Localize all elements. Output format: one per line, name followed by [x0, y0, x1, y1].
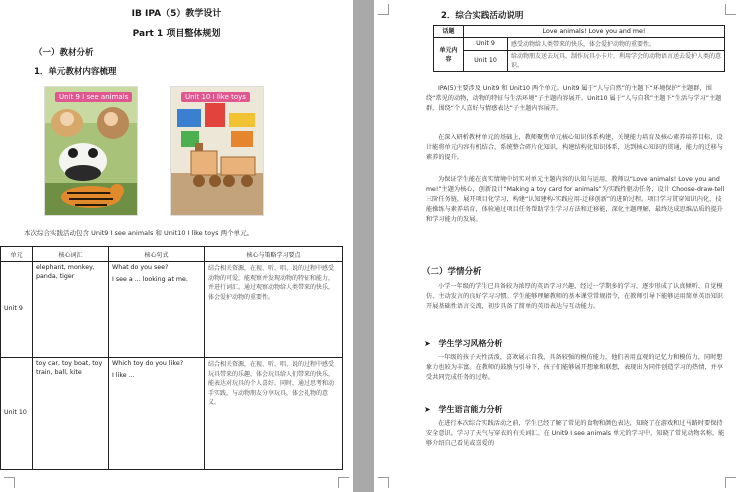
crop-mark — [378, 477, 389, 488]
unit9-textbook-photo — [44, 86, 138, 216]
unit-cell: Unit 10 — [1, 358, 33, 470]
topic-label: 话题 — [434, 26, 464, 38]
topic-value: Love animals! Love you and me! — [464, 26, 725, 38]
crop-mark — [338, 477, 349, 488]
triangle-bullet-icon: ➤ — [424, 405, 431, 414]
paragraph-project-task: 为保证学生能在真实情境中切实对单元主题内容的认知与运用，教师以“Love animals! Love you and me!”主题为核心，创新设计“Making a toy card for animals”为实践性驱动任务，设计 Choose-draw-tell 三阶任务链，展开项目化学习，构建“认知建构-实践应用-迁移创新”的进阶过程。项目学习贯穿知识内化、技能操练与素养培育，体验通过项目任务帮助学生学习方法和迁移能，深化主题理解，最终达成思维品质的提升和学习能力的发展。 — [426, 176, 725, 224]
learning-point-cell: 结合相关资源，在视、听、唱、说的过程中感受动物的可爱，能观察并发现动物的特征和能力，并进行词汇。通过观察动物给人类带来的快乐，体会爱护动物的重要性。 — [205, 262, 343, 358]
table-row — [1, 262, 343, 358]
subheading-text: 学生语言能力分析 — [438, 405, 503, 414]
subheading-language-ability — [424, 404, 503, 415]
table-row — [434, 38, 725, 50]
activity-table — [433, 25, 725, 72]
paragraph-learning-style: 一年级的孩子天性活泼，喜欢展示自我，具备较强的模仿能力，他们善用直观的记忆力和模仿力，同时想象力也较为丰富。在教师的鼓励与引导下，孩子们能够展开想象和联想，表现出为同伴创造学习的热情，并享受共同完成任务的过程。 — [426, 354, 723, 382]
sentence-cell — [109, 262, 205, 358]
crop-mark — [378, 4, 389, 15]
units-label: 单元内容 — [434, 38, 464, 71]
header-learning-points: 核心与策略学习要点 — [205, 247, 343, 262]
paragraph-learner-overview: 小学一年级的学生已具备较为浓厚的英语学习兴趣，经过一学期多的学习，逐步形成了认真倾听、自觉模仿、主动发言的良好学习习惯。学生能够理解教师的基本课堂常规指令，在教师引导下能够运用简单英语知识开展基础性语言交流，初步具备了简单的英语表达与互动能力。 — [426, 283, 723, 311]
unit9-cover-label: Unit 9 I see animals — [55, 92, 132, 102]
paragraph-units-overview: IPA(5)主要涉及 Unit9 和 Unit10 两个单元。Unit9 属于“人与自然”的主题下“环境保护”主题群，围绕“常见的动物，动物的特征与生活环境”子主题内容展开。Unit10 属于“人与自我”主题下“生活与学习”主题群，围绕“个人喜好与情感表达”子主题内容展开。 — [426, 85, 722, 113]
section-heading-learner-analysis: （二）学情分析 — [422, 267, 482, 277]
unit-cell: Unit 9 — [1, 262, 33, 358]
toys-illustration — [171, 87, 263, 215]
table-row — [434, 50, 725, 71]
vocab-cell: toy car, toy boat, toy train, ball, kite — [33, 358, 109, 470]
learning-point-cell: 结合相关资源，在视、听、唱、说的过程中感受玩具带来的乐趣，体会玩具给人们带来的快乐，能表达对玩具的个人喜好。同时，通过思考和动手实践，与动物朋友分享玩具，体会礼物的意义。 — [205, 358, 343, 470]
section-heading-unit-content: 1．单元教材内容梳理 — [34, 67, 117, 77]
sentence-answer: I like ... — [112, 371, 135, 379]
unit-desc: 给动物朋友送去玩具，制作玩具小卡片，利用学会的动物语言送去爱护人类的意识。 — [508, 50, 725, 71]
table-row — [434, 26, 725, 38]
table-header-row — [1, 247, 343, 262]
unit-cell: Unit 9 — [464, 38, 508, 50]
unit10-textbook-photo — [170, 86, 264, 216]
document-page-2 — [374, 0, 740, 492]
crop-mark — [4, 477, 15, 488]
sentence-question: What do you see? — [112, 264, 169, 271]
sentence-cell — [109, 358, 205, 470]
sentence-question: Which toy do you like? — [112, 360, 184, 367]
header-core-vocab: 核心词汇 — [33, 247, 109, 262]
animals-illustration — [45, 87, 137, 215]
unit-content-table — [0, 246, 343, 470]
header-core-sentences: 核心句式 — [109, 247, 205, 262]
crop-mark — [725, 477, 736, 488]
section-heading-activity: 2．综合实践活动说明 — [441, 11, 524, 21]
triangle-bullet-icon: ➤ — [424, 339, 431, 348]
paragraph-language-ability: 在进行本次综合实践活动之前，学生已经了解了常见的食物和颜色表达，知晓了在游戏和过马路时要保持安全意识。学习了天气与穿衣的有关词汇。在 Unit9 I see animals 单元的学习中，知晓了常见动物名称，能够介绍自己看见或喜爱的 — [426, 420, 725, 448]
table-row — [1, 358, 343, 470]
crop-mark — [725, 4, 736, 15]
unit10-cover-label: Unit 10 I like toys — [181, 92, 250, 102]
subheading-text: 学生学习风格分析 — [438, 339, 503, 348]
document-page-1 — [0, 0, 353, 492]
image-caption: 本次综合实践活动包含 Unit9 I see animals 和 Unit10 I like toys 两个单元。 — [24, 229, 254, 237]
header-unit: 单元 — [1, 247, 33, 262]
subheading-learning-style — [424, 338, 503, 349]
paragraph-knowledge-system: 在深入研析教材单元的基础上，教师聚焦单元核心知识体系构建，关键能力培育及核心素养培养目标，设计能将单元内容有机结合，系统整合碎片化知识，构建结构化知识体系，达到核心知识的贯通，能力的迁移与素养的提升。 — [426, 134, 723, 162]
unit-desc: 感受动物给人类带来的快乐，体会爱护动物的重要性。 — [508, 38, 725, 50]
document-subtitle: Part 1 项目整体规划 — [132, 29, 221, 39]
document-title: IB IPA（5）教学设计 — [131, 9, 222, 19]
sentence-answer: I see a ... looking at me. — [112, 275, 188, 283]
section-heading-textbook-analysis: （一）教材分析 — [34, 48, 94, 58]
unit-cell: Unit 10 — [464, 50, 508, 71]
vocab-cell: elephant, monkey, panda, tiger — [33, 262, 109, 358]
